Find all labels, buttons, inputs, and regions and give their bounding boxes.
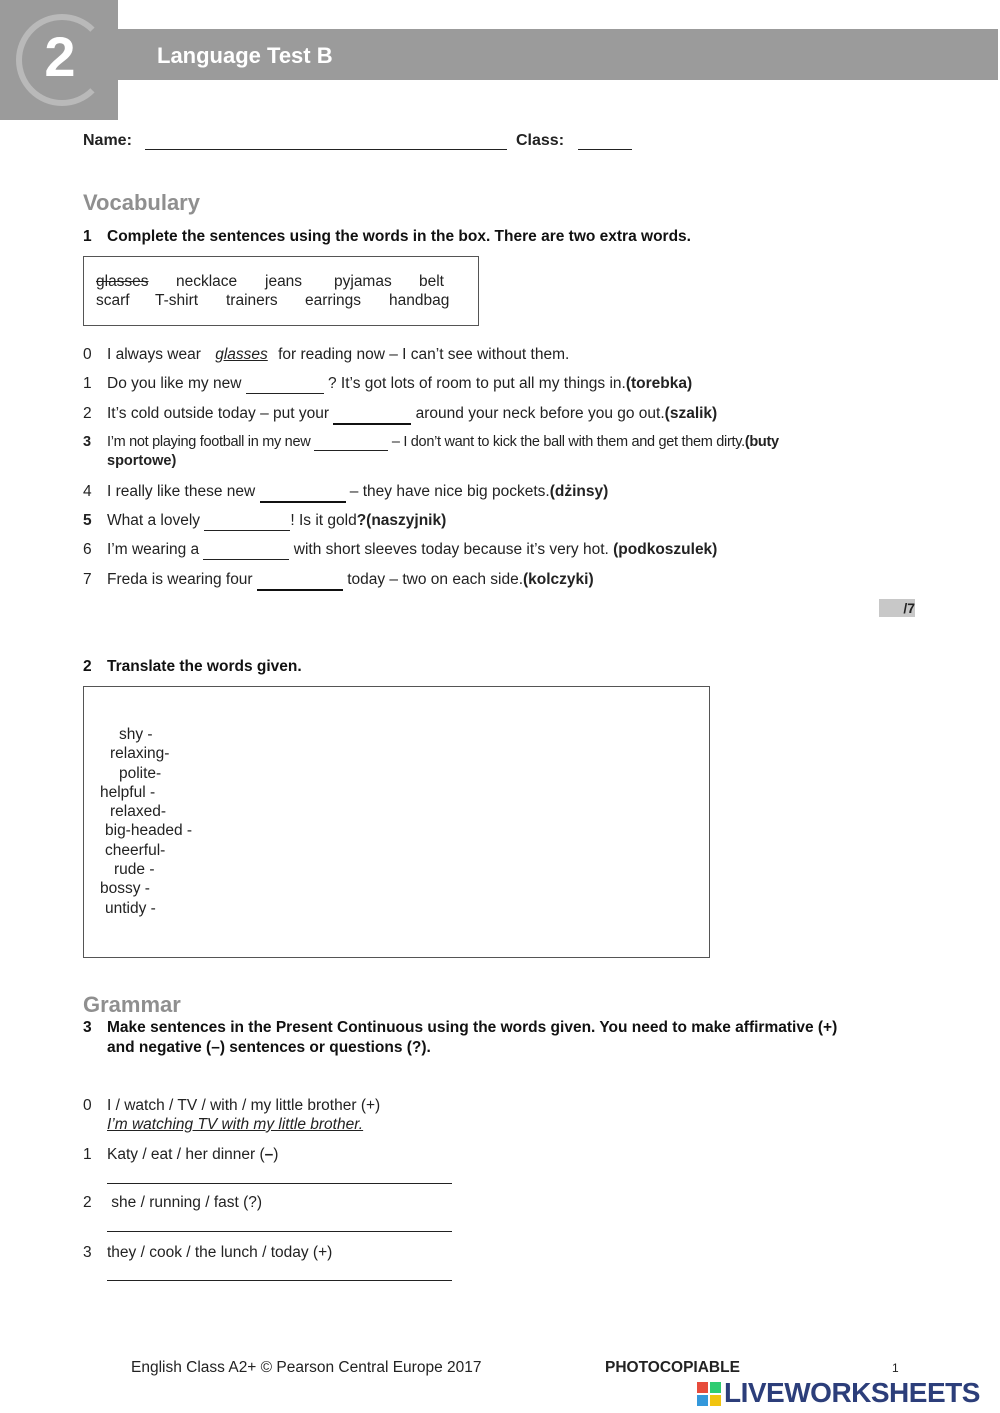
translation-word: relaxed- xyxy=(110,803,166,820)
word-box-item: T-shirt xyxy=(155,292,199,309)
ex2-instruction: 2 Translate the words given. xyxy=(83,658,302,675)
page-title: Language Test B xyxy=(157,43,333,68)
word-box-item: glasses xyxy=(96,273,149,290)
answer-blank[interactable] xyxy=(204,512,290,531)
word-box-item: pyjamas xyxy=(334,273,392,290)
translation-word: rude - xyxy=(114,861,155,878)
ex1-item-hint-continued: sportowe) xyxy=(107,453,177,469)
answer-blank[interactable] xyxy=(257,571,343,591)
class-field[interactable] xyxy=(578,134,632,150)
answer-line[interactable] xyxy=(107,1182,452,1184)
ex3-instruction: 3 Make sentences in the Present Continuous using the words given. You need to make affirmative (+) xyxy=(83,1019,838,1036)
footer-copyright: English Class A2+ © Pearson Central Europe 2017 xyxy=(131,1359,482,1376)
ex1-item: 6 I’m wearing a with short sleeves today because it’s very hot. (podkoszulek) xyxy=(83,541,718,558)
word-box xyxy=(83,256,479,326)
grammar-heading: Grammar xyxy=(83,992,181,1017)
answer-blank[interactable] xyxy=(260,483,346,503)
ex1-item: 5 What a lovely ! Is it gold?(naszyjnik) xyxy=(83,512,447,529)
translation-word: big-headed - xyxy=(105,822,193,839)
ex1-item: 1 Do you like my new ? It’s got lots of room to put all my things in.(torebka) xyxy=(83,375,693,392)
word-box-item: handbag xyxy=(389,292,450,309)
answer-blank[interactable] xyxy=(333,405,411,425)
word-box-item: scarf xyxy=(96,292,130,309)
word-box-item: trainers xyxy=(226,292,278,309)
unit-number: 2 xyxy=(44,25,74,88)
translation-word: polite- xyxy=(119,765,162,782)
translation-word: cheerful- xyxy=(105,842,166,859)
translation-word: bossy - xyxy=(100,880,150,897)
answer-line[interactable] xyxy=(107,1230,452,1232)
answer-blank[interactable] xyxy=(314,434,388,451)
ex3-item: 1 Katy / eat / her dinner (–) xyxy=(83,1146,279,1163)
ex3-item: 3 they / cook / the lunch / today (+) xyxy=(83,1244,333,1261)
name-field[interactable] xyxy=(145,134,507,150)
translation-box[interactable] xyxy=(83,686,710,958)
ex1-item: 0 I always wear glasses for reading now – I can’t see without them. xyxy=(83,346,570,363)
answer-blank[interactable] xyxy=(203,541,289,560)
liveworksheets-logo-icon xyxy=(697,1382,721,1406)
word-box-item: belt xyxy=(419,273,444,290)
translation-word: untidy - xyxy=(105,900,156,917)
translation-word: relaxing- xyxy=(110,745,170,762)
word-box-item: jeans xyxy=(265,273,303,290)
ex3-example: 0 I / watch / TV / with / my little brother (+) xyxy=(83,1097,381,1114)
word-box-item: necklace xyxy=(176,273,238,290)
translation-word: shy - xyxy=(119,726,153,743)
example-answer: glasses xyxy=(215,346,268,363)
footer-photocopiable: PHOTOCOPIABLE xyxy=(605,1359,740,1376)
ex3-item: 2 she / running / fast (?) xyxy=(83,1194,263,1211)
ex1-instruction: 1 Complete the sentences using the words in the box. There are two extra words. xyxy=(83,228,691,245)
answer-line[interactable] xyxy=(107,1279,452,1281)
liveworksheets-logo[interactable]: LIVEWORKSHEETS xyxy=(724,1377,980,1408)
name-label: Name: xyxy=(83,132,132,149)
translation-word: helpful - xyxy=(100,784,156,801)
page-number: 1 xyxy=(892,1361,899,1375)
score-box: /7 xyxy=(879,599,915,617)
ex1-item: 7 Freda is wearing four today – two on each side.(kolczyki) xyxy=(83,571,594,591)
answer-blank[interactable] xyxy=(246,375,324,394)
ex1-item: 3 I’m not playing football in my new – I don’t want to kick the ball with them and get them dirty.(buty xyxy=(83,434,779,450)
ex3-instruction-line2: and negative (–) sentences or questions (?). xyxy=(107,1039,431,1056)
ex1-item: 4 I really like these new – they have nice big pockets.(dżinsy) xyxy=(83,483,608,503)
ex3-example-answer: I’m watching TV with my little brother. xyxy=(107,1116,364,1133)
vocabulary-heading: Vocabulary xyxy=(83,190,200,215)
word-box-item: earrings xyxy=(305,292,361,309)
class-label: Class: xyxy=(516,132,565,149)
ex1-item: 2 It’s cold outside today – put your around your neck before you go out.(szalik) xyxy=(83,405,717,425)
